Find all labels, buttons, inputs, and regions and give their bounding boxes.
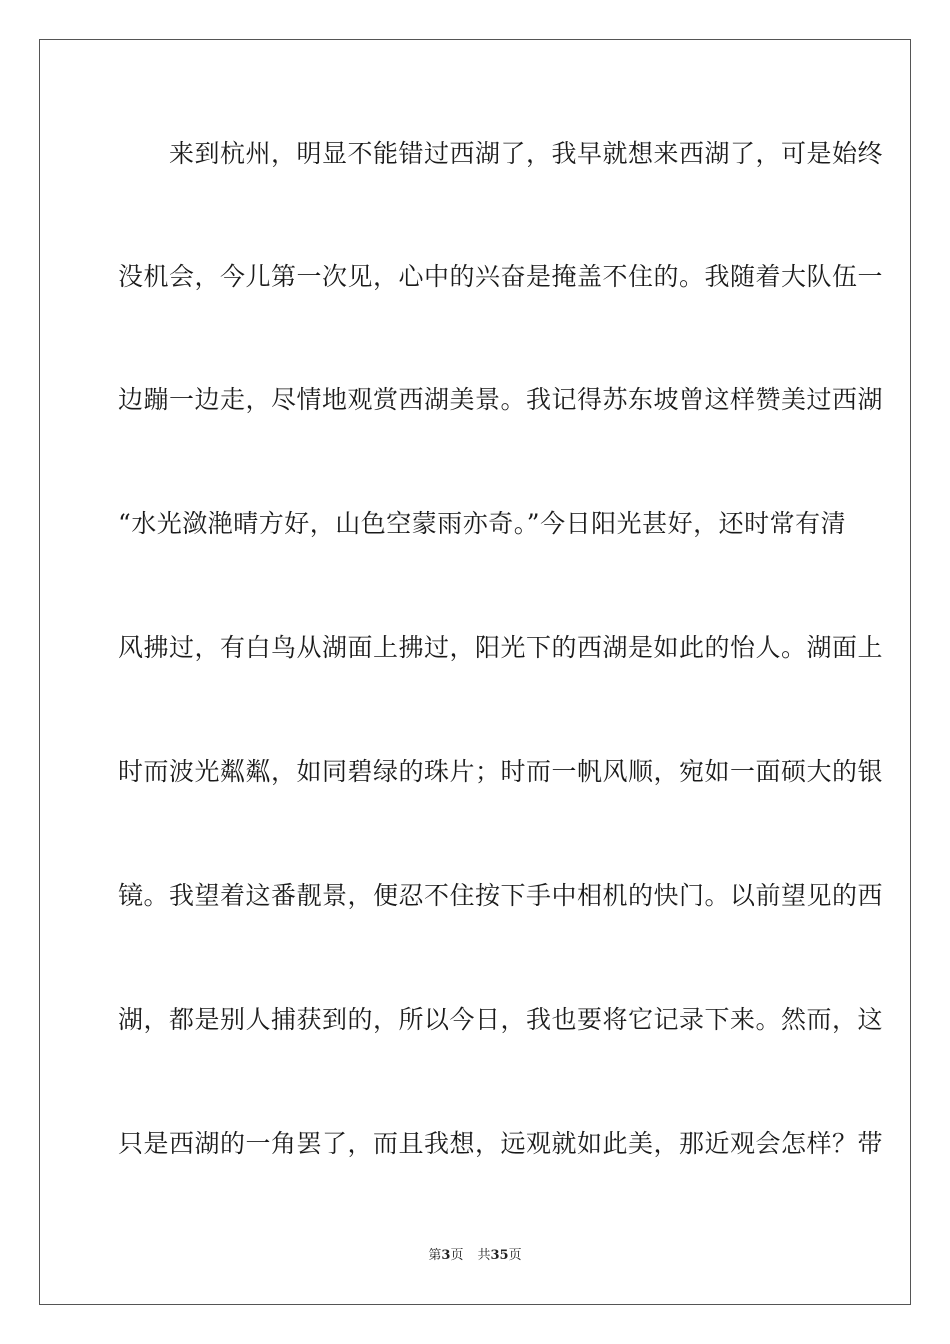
page-footer [0, 1247, 950, 1265]
body-text-line: 边蹦一边走，尽情地观赏西湖美景。我记得苏东坡曾这样赞美过西湖 [118, 385, 884, 414]
total-prefix: 共 [477, 1248, 491, 1263]
total-suffix: 页 [508, 1248, 522, 1263]
body-text-line: 只是西湖的一角罢了，而且我想，远观就如此美，那近观会怎样？带 [118, 1129, 884, 1158]
page-prefix: 第 [428, 1248, 442, 1263]
page-number: 3 [441, 1248, 451, 1263]
total-pages: 35 [490, 1248, 509, 1263]
page-border [39, 39, 911, 1305]
body-text-line: 没机会，今儿第一次见，心中的兴奋是掩盖不住的。我随着大队伍一 [118, 262, 884, 291]
body-text-line: 镜。我望着这番靓景，便忍不住按下手中相机的快门。以前望见的西 [118, 881, 884, 910]
body-text-line: 湖，都是别人捕获到的，所以今日，我也要将它记录下来。然而，这 [118, 1005, 884, 1034]
body-text-line: “水光潋滟晴方好，山色空蒙雨亦奇。”今日阳光甚好，还时常有清 [118, 509, 847, 538]
page-suffix: 页 [450, 1248, 464, 1263]
body-text-line: 时而波光粼粼，如同碧绿的珠片；时而一帆风顺，宛如一面硕大的银 [118, 757, 884, 786]
body-text-line: 风拂过，有白鸟从湖面上拂过，阳光下的西湖是如此的怡人。湖面上 [118, 633, 884, 662]
body-text-line: 来到杭州，明显不能错过西湖了，我早就想来西湖了，可是始终 [118, 139, 884, 168]
